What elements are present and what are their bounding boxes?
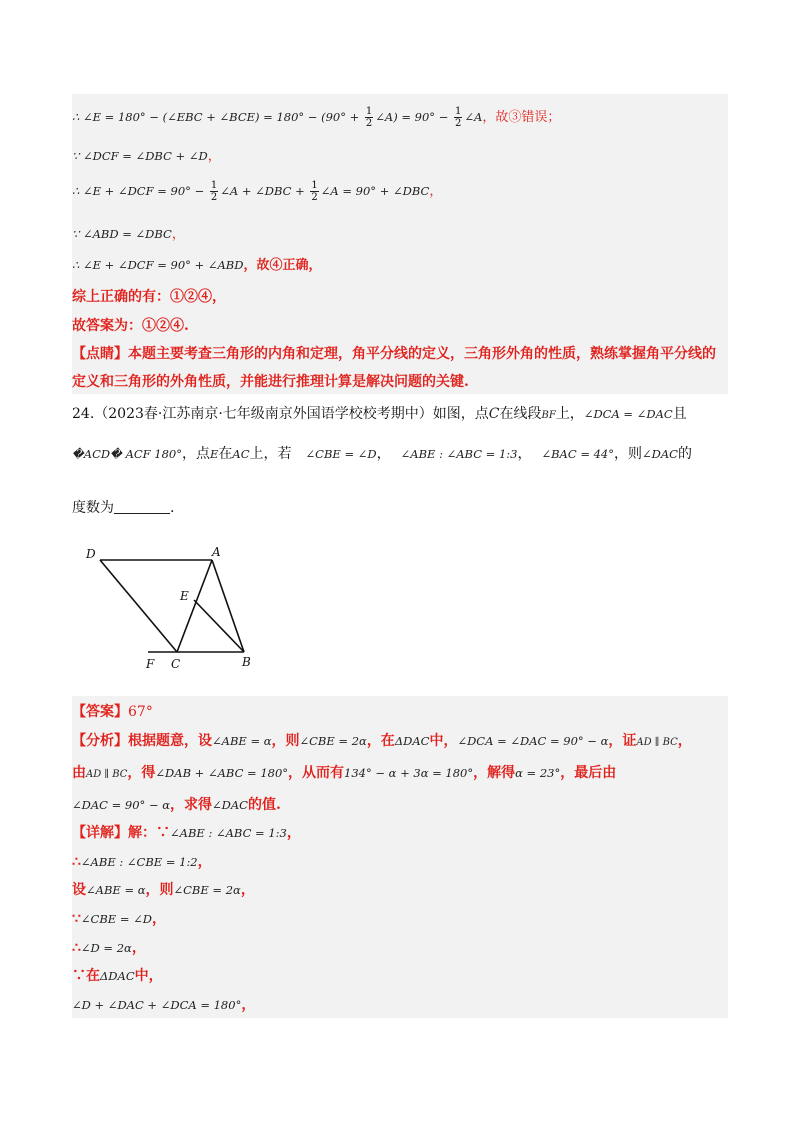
answer-line: 【答案】67° xyxy=(72,704,153,720)
analysis-line-1: 【分析】根据题意，设∠ABE = α，则∠CBE = 2α，在ΔDAC中，∠DCA = ∠DAC = 90° − α，证AD ∥ BC， xyxy=(72,733,692,749)
question-line-1: 24.（2023春·江苏南京·七年级南京外国语学校校考期中）如图，点C在线段BF上，∠DCA = ∠DAC且 xyxy=(72,406,687,422)
detail-line-1: 【详解】解：∵∠ABE : ∠ABC = 1:3， xyxy=(72,825,301,841)
solution-answer: 故答案为：①②④. xyxy=(72,318,189,334)
segment-ab xyxy=(212,560,244,652)
fraction-half: $\frac{1}{2}$ xyxy=(365,106,373,129)
fraction-half: $\frac{1}{2}$ xyxy=(455,106,462,129)
label-a: A xyxy=(212,545,221,559)
solution-line-5: ∴ ∠E + ∠DCF = 90° + ∠ABD，故④正确， xyxy=(72,258,322,273)
label-c: C xyxy=(171,657,181,671)
fraction-half: $\frac{1}{2}$ xyxy=(210,180,218,203)
question-line-2: �ACD� ACF 180°，点E在AC上，若 ∠CBE = ∠D， ∠ABE : ∠ABC = 1:3， ∠BAC = 44°，则∠DAC的 xyxy=(72,446,692,462)
detail-line-5: ∴∠D = 2α， xyxy=(72,940,146,956)
solution-line-2: ∵ ∠DCF = ∠DBC + ∠D， xyxy=(72,149,221,164)
geometry-figure xyxy=(82,540,272,674)
detail-line-6: ∵在ΔDAC中， xyxy=(72,968,163,984)
label-d: D xyxy=(86,547,96,561)
analysis-line-3: ∠DAC = 90° − α，求得∠DAC的值. xyxy=(72,797,281,813)
fraction-half: $\frac{1}{2}$ xyxy=(311,180,318,203)
segment-eb xyxy=(194,600,244,652)
detail-line-2: ∴∠ABE : ∠CBE = 1:2， xyxy=(72,854,212,870)
label-b: B xyxy=(242,655,251,669)
detail-line-7: ∠D + ∠DAC + ∠DCA = 180°， xyxy=(72,997,256,1013)
question-number: 24. xyxy=(72,406,95,422)
label-f: F xyxy=(146,657,155,671)
segment-dc xyxy=(100,560,177,652)
label-e: E xyxy=(180,589,189,603)
answer-value: 67° xyxy=(128,704,153,720)
solution-line-3: ∴ ∠E + ∠DCF = 90° − $\frac{1}{2}$ ∠A + ∠DBC + $\frac{1}{2}$ ∠A = 90° + ∠DBC， xyxy=(72,180,443,203)
tip-line-2: 定义和三角形的外角性质，并能进行推理计算是解决问题的关键. xyxy=(72,374,469,390)
detail-line-3: 设∠ABE = α，则∠CBE = 2α， xyxy=(72,882,255,898)
tip-line-1: 【点睛】本题主要考查三角形的内角和定理，角平分线的定义，三角形外角的性质，熟练掌握角平分线的 xyxy=(72,346,716,362)
solution-line-4: ∵ ∠ABD = ∠DBC， xyxy=(72,227,185,242)
detail-line-4: ∵∠CBE = ∠D， xyxy=(72,911,167,927)
segment-ac xyxy=(177,560,212,652)
analysis-line-2: 由AD ∥ BC，得∠DAB + ∠ABC = 180°，从而有134° − α + 3α = 180°，解得α = 23°，最后由 xyxy=(72,765,617,781)
solution-summary: 综上正确的有：①②④， xyxy=(72,289,226,305)
question-line-3: 度数为 . xyxy=(72,500,175,516)
solution-line-1: ∴ ∠E = 180° − (∠EBC + ∠BCE) = 180° − (90° + $\frac{1}{2}$ ∠A) = 90° − $\frac{1}{2}$ ∠A，故③错误； xyxy=(72,106,561,129)
answer-blank xyxy=(114,499,170,514)
